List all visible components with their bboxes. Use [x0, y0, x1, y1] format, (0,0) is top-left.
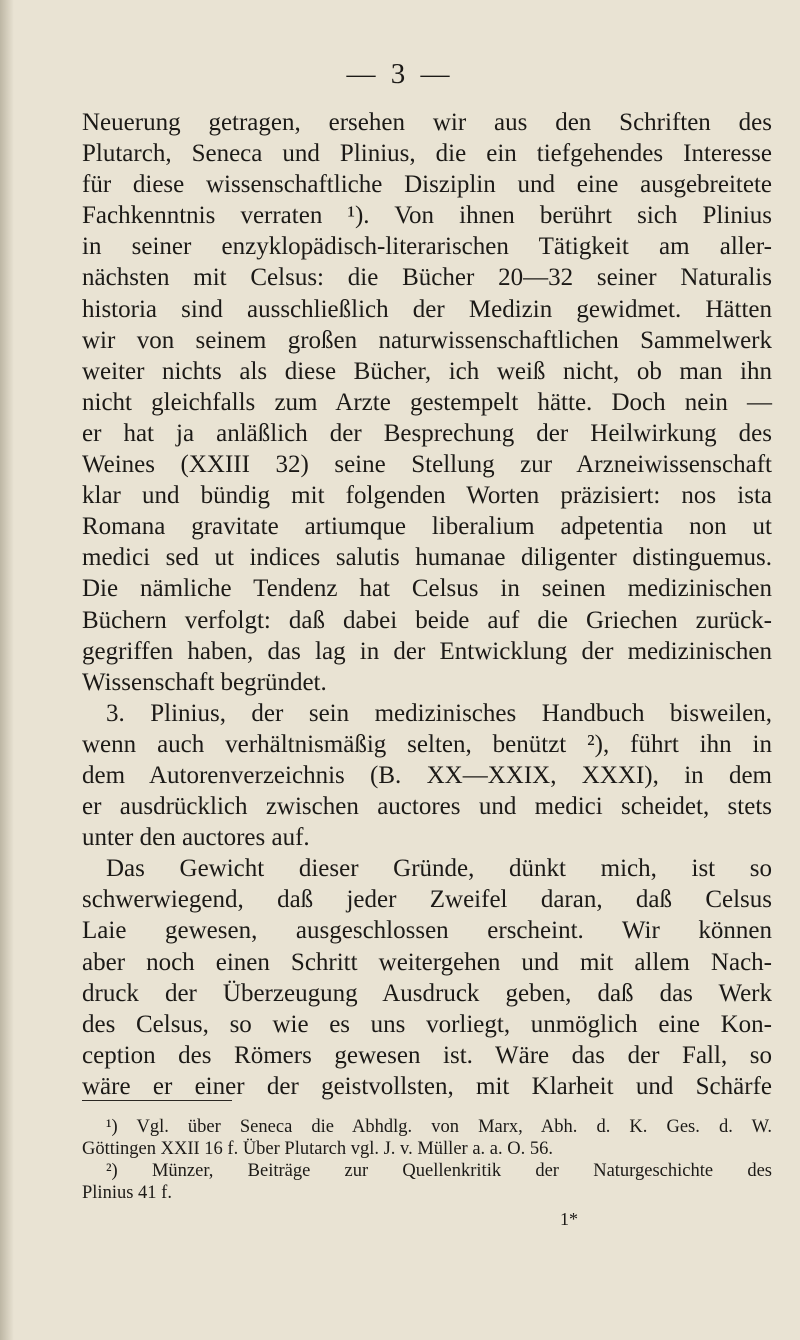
text-line: Fachkenntnis verraten ¹). Von ihnen berührt sich Plinius — [82, 202, 772, 230]
text-line: Die nämliche Tendenz hat Celsus in seinen medizinischen — [82, 575, 772, 603]
text-line: dem Autorenverzeichnis (B. XX—XXIX, XXXI), in dem — [82, 761, 772, 789]
text-line: medici sed ut indices salutis humanae diligenter distinguemus. — [82, 544, 772, 572]
footnote-line: Göttingen XXII 16 f. Über Plutarch vgl. J. v. Müller a. a. O. 56. — [82, 1139, 553, 1159]
footnotes — [82, 1116, 772, 1204]
text-line: aber noch einen Schritt weitergehen und mit allem Nach- — [82, 948, 772, 976]
text-line: Plutarch, Seneca und Plinius, die ein tiefgehendes Interesse — [82, 140, 772, 168]
page-number: — 3 — — [346, 58, 454, 90]
text-line: nächsten mit Celsus: die Bücher 20—32 seiner Naturalis — [82, 264, 772, 292]
footnote-line: ¹) Vgl. über Seneca die Abhdlg. von Marx, Abh. d. K. Ges. d. W. — [106, 1117, 772, 1137]
text-line: wenn auch verhältnismäßig selten, benützt ²), führt ihn in — [82, 730, 772, 758]
text-line: für diese wissenschaftliche Disziplin und eine ausgebreitete — [82, 171, 772, 199]
footnote-separator — [82, 1100, 232, 1101]
text-line: Büchern verfolgt: daß dabei beide auf die Griechen zurück- — [82, 606, 772, 634]
footnote-line: ²) Münzer, Beiträge zur Quellenkritik der Naturgeschichte des — [106, 1161, 772, 1181]
text-line: weiter nichts als diese Bücher, ich weiß nicht, ob man ihn — [82, 357, 772, 385]
text-line: Laie gewesen, ausgeschlossen erscheint. Wir können — [82, 917, 772, 945]
text-line: unter den auctores auf. — [82, 824, 310, 852]
text-line: Neuerung getragen, ersehen wir aus den Schriften des — [82, 109, 772, 136]
text-line: in seiner enzyklopädisch-literarischen Tätigkeit am aller- — [82, 233, 772, 261]
text-line: er hat ja anläßlich der Besprechung der Heilwirkung des — [82, 419, 772, 447]
text-line: ception des Römers gewesen ist. Wäre das der Fall, so — [82, 1041, 772, 1069]
footnote-line: Plinius 41 f. — [82, 1183, 172, 1203]
text-line: Das Gewicht dieser Gründe, dünkt mich, ist so — [106, 855, 772, 883]
text-line: historia sind ausschließlich der Medizin gewidmet. Hätten — [82, 295, 772, 323]
text-line: wäre er einer der geistvollsten, mit Klarheit und Schärfe — [82, 1072, 772, 1100]
main-text — [82, 107, 772, 1102]
text-line: er ausdrücklich zwischen auctores und medici scheidet, stets — [82, 793, 772, 821]
page-edge-shadow — [0, 0, 14, 1340]
text-line: wir von seinem großen naturwissenschaftlichen Sammelwerk — [82, 326, 772, 354]
text-line: schwerwiegend, daß jeder Zweifel daran, daß Celsus — [82, 886, 772, 914]
signature-mark: 1* — [560, 1209, 578, 1229]
text-line: gegriffen haben, das lag in der Entwicklung der medizinischen — [82, 637, 772, 665]
text-line: nicht gleichfalls zum Arzte gestempelt hätte. Doch nein — — [82, 388, 772, 416]
text-line: druck der Überzeugung Ausdruck geben, daß das Werk — [82, 979, 772, 1007]
text-line: klar und bündig mit folgenden Worten präzisiert: nos ista — [82, 482, 772, 510]
text-line: des Celsus, so wie es uns vorliegt, unmöglich eine Kon- — [82, 1010, 772, 1038]
text-line: Wissenschaft begründet. — [82, 668, 327, 696]
text-line: Weines (XXIII 32) seine Stellung zur Arzneiwissenschaft — [82, 451, 772, 479]
text-line: Romana gravitate artiumque liberalium adpetentia non ut — [82, 513, 772, 541]
text-line: 3. Plinius, der sein medizinisches Handbuch bisweilen, — [106, 699, 772, 727]
